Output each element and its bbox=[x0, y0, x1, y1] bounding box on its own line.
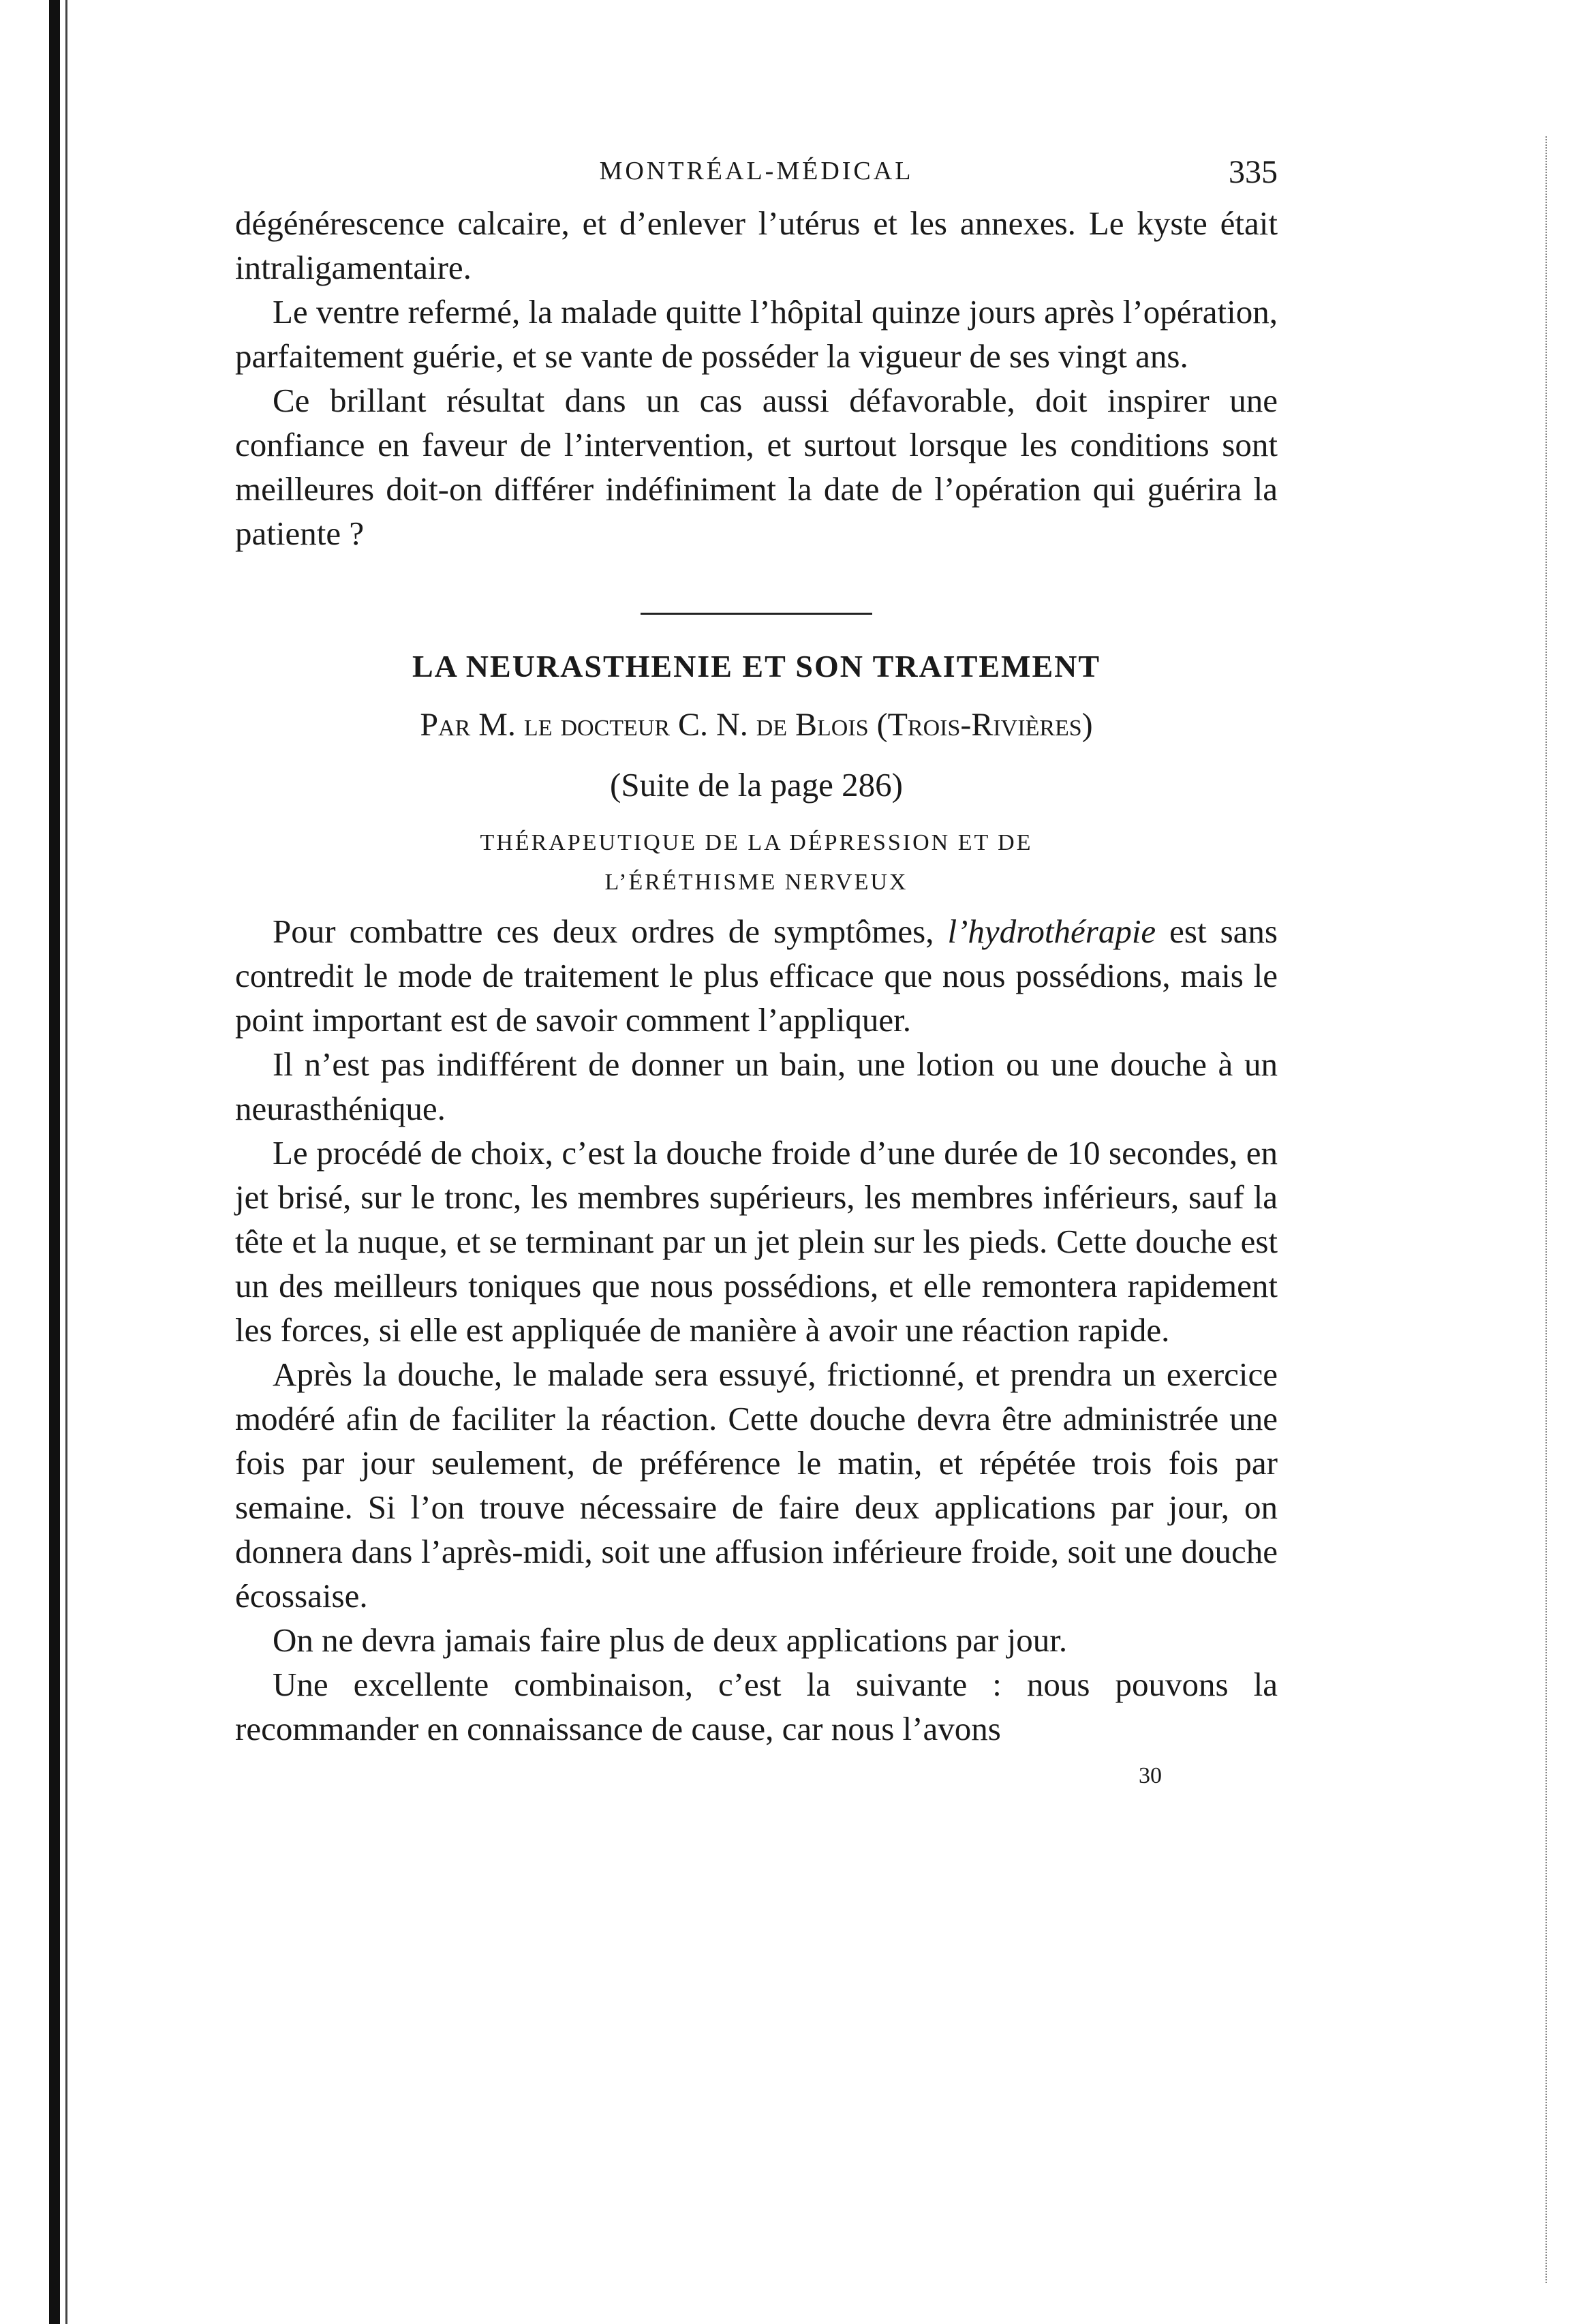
section-heading-line-1: THÉRAPEUTIQUE DE LA DÉPRESSION ET DE bbox=[480, 830, 1033, 855]
article-title: LA NEURASTHENIE ET SON TRAITEMENT bbox=[412, 649, 1101, 684]
book-binding-edge bbox=[49, 0, 60, 2324]
section-heading bbox=[235, 823, 1278, 902]
section-divider-rule bbox=[641, 613, 872, 615]
continued-from-note: (Suite de la page 286) bbox=[610, 766, 903, 804]
page-number: 335 bbox=[1229, 154, 1278, 190]
body-paragraph-4: Après la douche, le malade sera essuyé, frictionné, et prendra un exercice modéré afin de faciliter la réaction. Cette douche devra être administrée une fois par jour seulement, de préférence le matin, et répétée trois fois par semaine. Si l’on trouve nécessaire de faire deux applications par jour, on donnera dans l’après-midi, soit une affusion inférieure froide, soit une douche écossaise. bbox=[235, 1356, 1278, 1615]
body-paragraph-3: Le procédé de choix, c’est la douche froide d’une durée de 10 secondes, en jet brisé, sur le tronc, les membres supérieurs, les membres inférieurs, sauf la tête et la nuque, et se terminant par un jet plein sur les pieds. Cette douche est un des meilleurs toniques que nous possédions, et elle remontera rapidement les forces, si elle est appliquée de manière à avoir une réaction rapide. bbox=[235, 1134, 1278, 1349]
body-paragraph-1-rest: est sans contredit le mode de traitement le plus efficace que nous possédions, mais le point important est de savoir comment l’appliquer. bbox=[235, 913, 1278, 1039]
body-paragraph-2: Il n’est pas indifférent de donner un bain, une lotion ou une douche à un neurasthénique. bbox=[235, 1045, 1278, 1127]
body-paragraph-5: On ne devra jamais faire plus de deux applications par jour. bbox=[273, 1621, 1068, 1659]
running-head bbox=[235, 153, 1278, 201]
running-title: MONTRÉAL-MÉDICAL bbox=[599, 157, 914, 185]
section-heading-line-2: L’ÉRÉTHISME NERVEUX bbox=[604, 870, 908, 895]
body-paragraph-6: Une excellente combinaison, c’est la suivante : nous pouvons la recommander en connaissance de cause, car nous l’avons bbox=[235, 1666, 1278, 1747]
book-page bbox=[235, 153, 1278, 1789]
body-paragraph-1-lead: Pour combattre ces deux ordres de symptômes, bbox=[273, 913, 948, 950]
book-binding-shadow bbox=[65, 0, 67, 2324]
article-byline: Par M. le docteur C. N. de Blois (Trois-Rivières) bbox=[420, 707, 1093, 743]
intro-paragraph-3: Ce brillant résultat dans un cas aussi défavorable, doit inspirer une confiance en faveur de l’intervention, et surtout lorsque les conditions sont meilleures doit-on différer indéfiniment la date de l’opération qui guérira la patiente ? bbox=[235, 382, 1278, 552]
intro-paragraph-2: Le ventre refermé, la malade quitte l’hôpital quinze jours après l’opération, parfaitement guérie, et se vante de posséder la vigueur de ses vingt ans. bbox=[235, 293, 1278, 375]
signature-mark: 30 bbox=[1139, 1763, 1162, 1788]
intro-paragraph-1: dégénérescence calcaire, et d’enlever l’utérus et les annexes. Le kyste était intraligamentaire. bbox=[235, 204, 1278, 286]
right-margin-specks bbox=[1545, 136, 1551, 2283]
hydrotherapy-term: l’hydrothérapie bbox=[947, 913, 1156, 950]
body-paragraph-1 bbox=[235, 909, 1278, 1042]
